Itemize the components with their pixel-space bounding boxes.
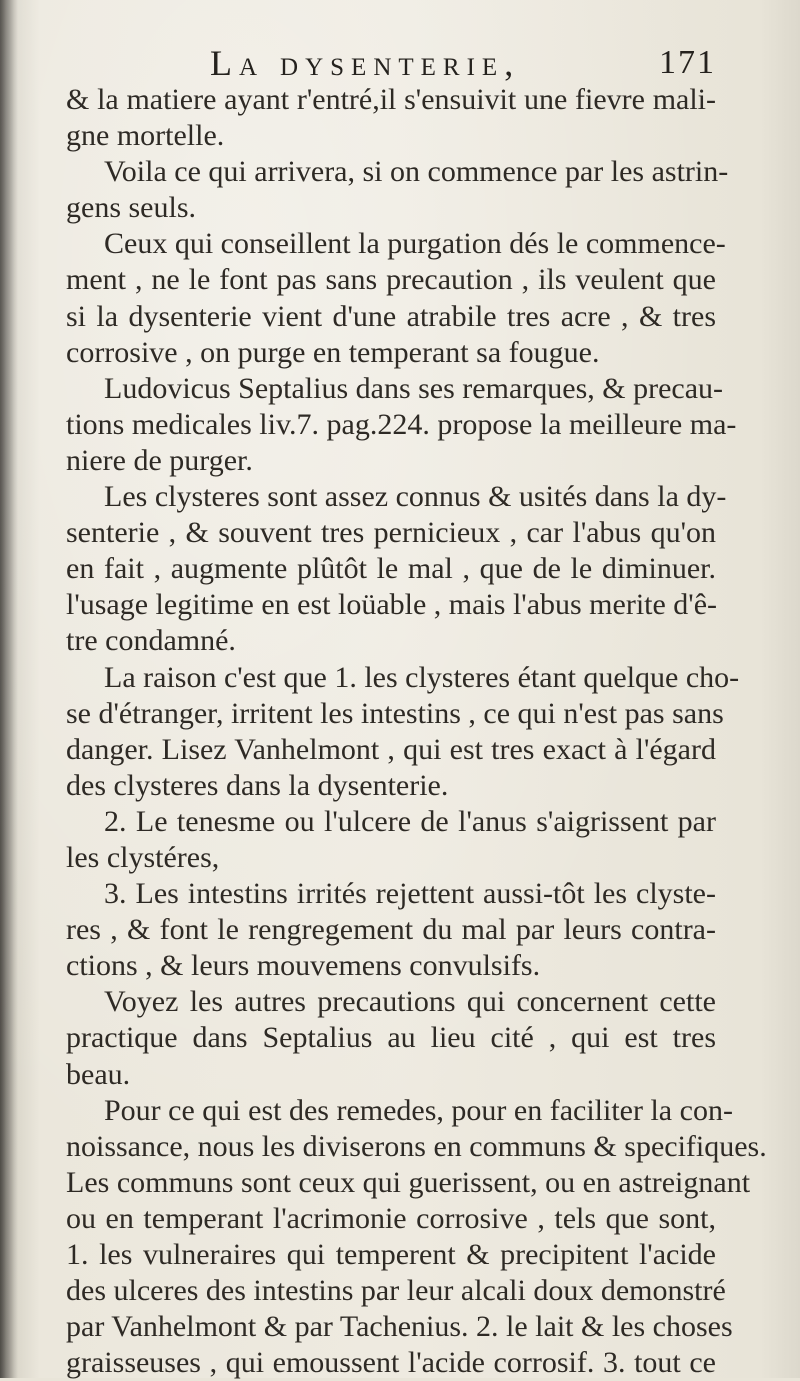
text-line: gne mortelle. — [66, 119, 225, 153]
text-line: tre condamné. — [66, 624, 236, 658]
text-line: Les clysteres sont assez connus & usités dans la dy- — [104, 480, 727, 514]
text-line: Pour ce qui est des remedes, pour en faciliter la con- — [104, 1093, 733, 1127]
text-line: des ulceres des intestins par leur alcali doux demonstré — [66, 1274, 726, 1308]
text-line: Voyez les autres precautions qui concernent cette — [104, 985, 716, 1019]
text-line: se d'étranger, irritent les intestins , ce qui n'est pas sans — [66, 696, 724, 730]
text-line: Voila ce qui arrivera, si on commence par les astrin- — [104, 155, 729, 189]
page-number: 171 — [659, 44, 716, 81]
text-line: des clysteres dans la dysenterie. — [66, 768, 449, 802]
text-line: La raison c'est que 1. les clysteres étant quelque cho- — [104, 660, 740, 694]
text-line: senterie , & souvent tres pernicieux , car l'abus qu'on — [66, 516, 716, 550]
text-line: niere de purger. — [66, 443, 253, 477]
binding-gutter-shadow — [0, 0, 18, 1378]
text-line: par Vanhelmont & par Tachenius. 2. le lait & les choses — [66, 1310, 733, 1344]
text-line: gens seuls. — [66, 191, 196, 225]
text-line: 3. Les intestins irrités rejettent aussi-tôt les clyste- — [104, 877, 716, 911]
text-line: Ludovicus Septalius dans ses remarques, & precau- — [104, 371, 723, 405]
text-line: si la dysenterie vient d'une atrabile tres acre , & tres — [66, 299, 716, 333]
text-line: danger. Lisez Vanhelmont , qui est tres exact à l'égard — [66, 732, 716, 766]
text-line: 1. les vulneraires qui temperent & precipitent l'acide — [66, 1238, 716, 1271]
body-text — [66, 82, 767, 1381]
text-line: & la matiere ayant r'entré,il s'ensuivit une fievre mali- — [66, 83, 716, 116]
text-line: res , & font le rengregement du mal par leurs contra- — [66, 913, 716, 947]
text-line: corrosive , on purge en temperant sa fougue. — [66, 335, 600, 369]
text-line: Ceux qui conseillent la purgation dés le commence- — [104, 227, 726, 261]
text-line: ou en temperant l'acrimonie corrosive , tels que sont, — [66, 1201, 716, 1235]
text-line: practique dans Septalius au lieu cité , qui est tres — [66, 1021, 716, 1055]
text-line: ment , ne le font pas sans precaution , ils veulent que — [66, 263, 716, 297]
text-line: ctions , & leurs mouvemens convulsifs. — [66, 949, 541, 983]
text-line: tions medicales liv.7. pag.224. propose la meilleure ma- — [66, 407, 737, 441]
running-head: La dysenterie, — [210, 43, 521, 83]
text-line: beau. — [66, 1057, 131, 1091]
text-line: graisseuses , qui emoussent l'acide corrosif. 3. tout ce — [66, 1346, 716, 1380]
text-line: noissance, nous les diviserons en communs & specifiques. — [66, 1129, 767, 1163]
text-line: l'usage legitime en est loüable , mais l'abus merite d'ê- — [66, 588, 718, 622]
text-line: Les communs sont ceux qui guerissent, ou en astreignant — [66, 1165, 751, 1199]
text-line: les clystéres, — [66, 840, 220, 874]
text-line: 2. Le tenesme ou l'ulcere de l'anus s'aigrissent par — [104, 804, 716, 838]
text-line: en fait , augmente plûtôt le mal , que de le diminuer. — [66, 552, 716, 586]
